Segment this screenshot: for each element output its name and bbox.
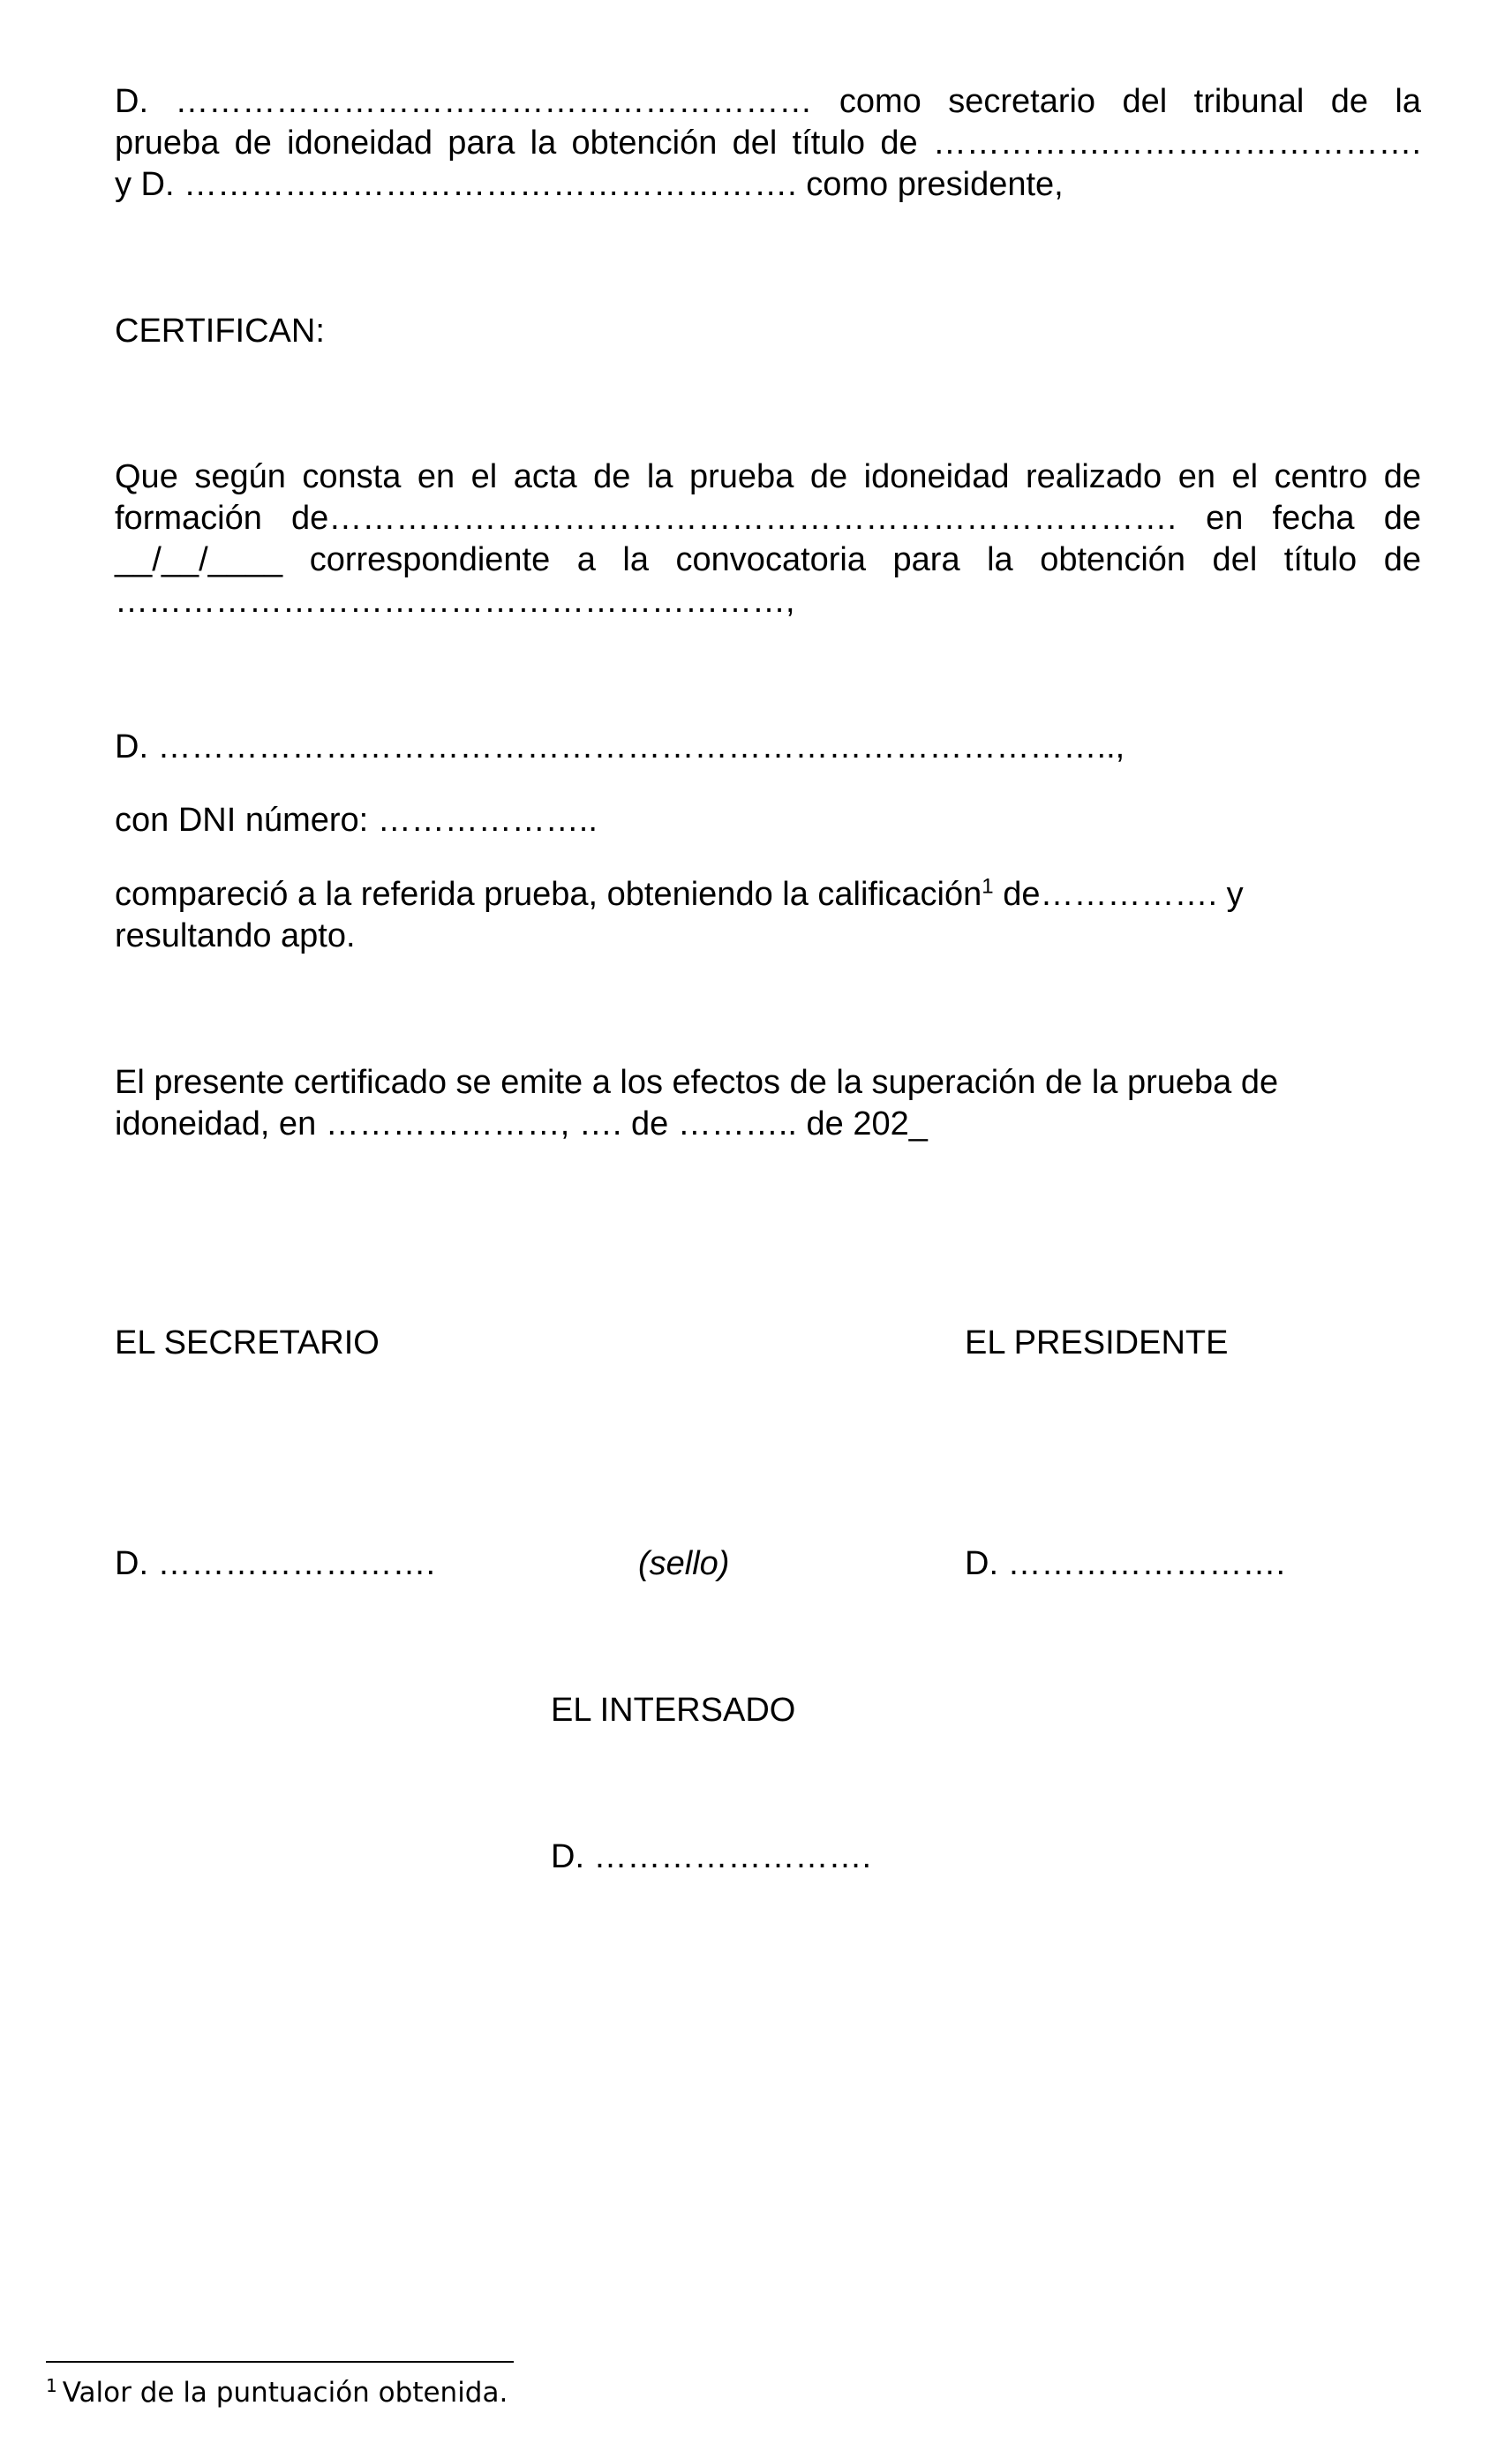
- interested-signature-name: D. …………………….: [551, 1838, 872, 1875]
- dni-line: con DNI número: ………………..: [115, 802, 598, 839]
- result-line-1-text: compareció a la referida prueba, obteniendo la calificación: [115, 876, 982, 913]
- paragraph-acta-line-3: __/__/____ correspondiente a la convocatoria para la obtención del título de: [115, 541, 1421, 578]
- result-line-2: resultando apto.: [115, 917, 356, 954]
- intro-paragraph: [115, 81, 1421, 206]
- certifican-heading: CERTIFICAN:: [115, 313, 325, 350]
- president-signature-name: D. …………………….: [965, 1545, 1286, 1582]
- paragraph-acta-line-1: Que según consta en el acta de la prueba de idoneidad realizado en el centro de: [115, 458, 1421, 495]
- secretary-signature-name: D. …………………….: [115, 1545, 436, 1582]
- result-line-1: [115, 874, 1421, 916]
- seal-placeholder: (sello): [638, 1545, 730, 1582]
- result-paragraph: [115, 874, 1421, 957]
- president-title: EL PRESIDENTE: [965, 1324, 1229, 1361]
- footnote-separator: [46, 2361, 514, 2363]
- name-line: D. …………………………………………………………………………..,: [115, 728, 1125, 765]
- closing-paragraph: [115, 1062, 1421, 1145]
- footnote: [46, 2375, 508, 2410]
- closing-line-1: El presente certificado se emite a los efectos de la superación de la prueba de: [115, 1064, 1279, 1101]
- footnote-mark: 1: [46, 2374, 57, 2396]
- intro-line-3: y D. ………………………………………………. como presidente,: [115, 166, 1064, 203]
- footnote-text: Valor de la puntuación obtenida.: [62, 2377, 508, 2409]
- paragraph-acta: [115, 456, 1421, 622]
- secretary-title: EL SECRETARIO: [115, 1324, 380, 1361]
- footnote-reference: 1: [982, 874, 994, 899]
- closing-line-2: idoneidad, en …………………, …. de ……….. de 202_: [115, 1105, 928, 1143]
- intro-line-1: D. ………………………………………………… como secretario del tribunal de la: [115, 83, 1421, 120]
- intro-line-2: prueba de idoneidad para la obtención del título de …………….……………………….: [115, 124, 1421, 162]
- paragraph-acta-line-2: formación de…………………………………………………………………. en fecha de: [115, 500, 1421, 537]
- result-line-1-after: de……………. y: [993, 876, 1244, 913]
- interested-title: EL INTERSADO: [551, 1692, 796, 1729]
- paragraph-acta-line-4: ……………………………………………………,: [115, 583, 795, 620]
